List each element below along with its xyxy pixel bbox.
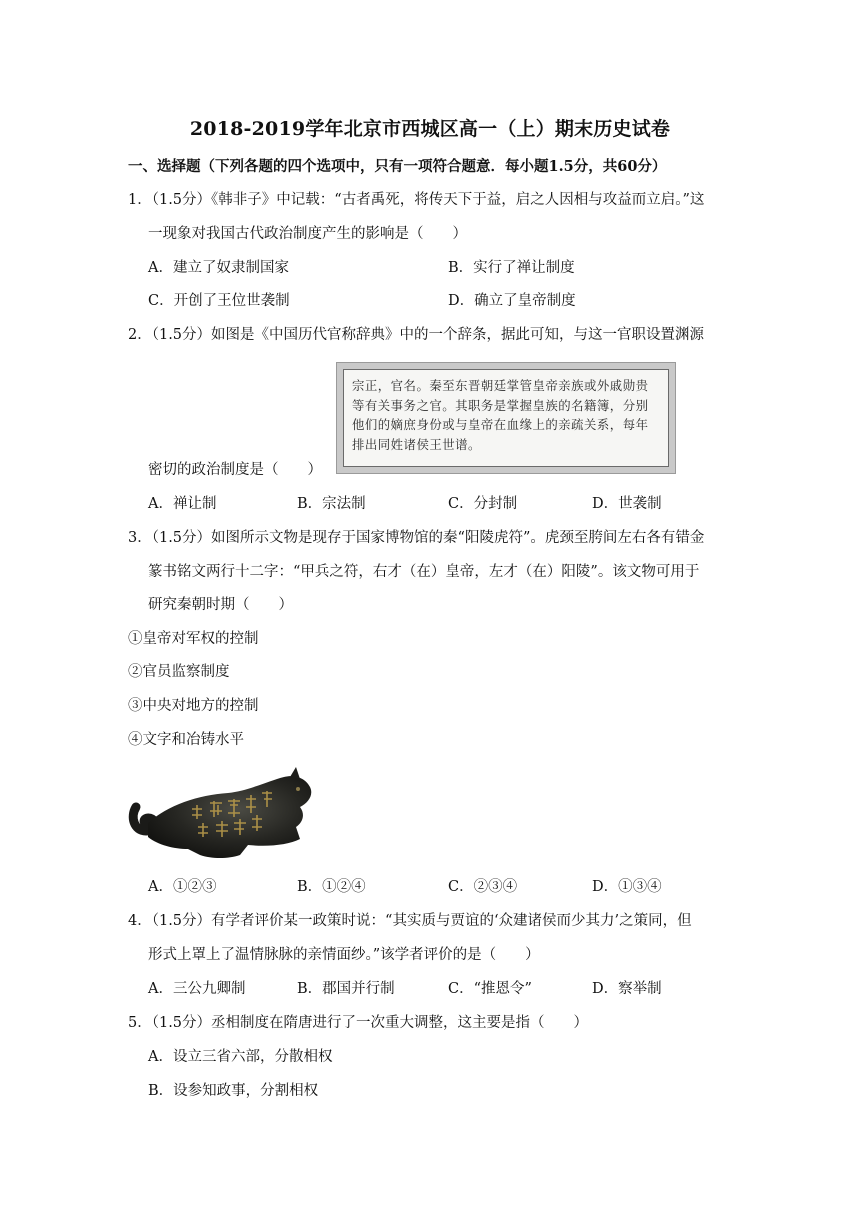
question-3-option-a[interactable]: A．①②③ — [148, 879, 217, 895]
page-title: 2018-2019学年北京市西城区高一（上）期末历史试卷 — [189, 118, 671, 140]
question-3-item-1: ①皇帝对军权的控制 — [128, 631, 259, 647]
question-3-item-4: ④文字和冶铸水平 — [128, 732, 244, 748]
tiger-tally-image — [128, 765, 320, 865]
question-5-option-b[interactable]: B．设参知政事，分割相权 — [148, 1083, 319, 1099]
question-1-line-1: 1．（1.5分）《韩非子》中记载：“古者禹死，将传天下于益，启之人因相与攻益而立启。”这 — [128, 192, 705, 208]
question-3-item-3: ③中央对地方的控制 — [128, 698, 259, 714]
question-3-option-d[interactable]: D．①③④ — [592, 879, 662, 895]
question-1-option-d[interactable]: D．确立了皇帝制度 — [448, 293, 576, 309]
question-3-line-2: 篆书铭文两行十二字：“甲兵之符，右才（在）皇帝，左才（在）阳陵”。该文物可用于 — [148, 564, 700, 580]
question-5-line-1: 5．（1.5分）丞相制度在隋唐进行了一次重大调整，这主要是指（ ） — [128, 1015, 589, 1031]
question-2-line-2: 密切的政治制度是（ ） — [148, 462, 322, 478]
question-2-option-a[interactable]: A．禅让制 — [148, 496, 217, 512]
question-1-line-2: 一现象对我国古代政治制度产生的影响是（ ） — [148, 226, 467, 242]
dictionary-entry-text: 宗正，官名。秦至东晋朝廷掌管皇帝亲族或外戚勋贵等有关事务之官。其职务是掌握皇族的名籍簿，分别他们的嫡庶身份或与皇帝在血缘上的亲疏关系，每年排出同姓诸侯王世谱。 — [343, 369, 669, 467]
section-heading: 一、选择题（下列各题的四个选项中，只有一项符合题意．每小题1.5分，共60分） — [128, 158, 667, 175]
question-3-line-3: 研究秦朝时期（ ） — [148, 597, 293, 613]
question-3-option-c[interactable]: C．②③④ — [448, 879, 518, 895]
question-1-option-c[interactable]: C．开创了王位世袭制 — [148, 293, 290, 309]
question-4-line-1: 4．（1.5分）有学者评价某一政策时说：“其实质与贾谊的‘众建诸侯而少其力’之策同，但 — [128, 913, 692, 929]
question-5-option-a[interactable]: A．设立三省六部，分散相权 — [148, 1049, 333, 1065]
question-1-option-b[interactable]: B．实行了禅让制度 — [448, 260, 575, 276]
question-2-option-d[interactable]: D．世袭制 — [592, 496, 662, 512]
question-3-item-2: ②官员监察制度 — [128, 664, 230, 680]
question-4-option-b[interactable]: B．郡国并行制 — [297, 981, 395, 997]
question-4-line-2: 形式上罩上了温情脉脉的亲情面纱。”该学者评价的是（ ） — [148, 947, 540, 963]
question-2-option-c[interactable]: C．分封制 — [448, 496, 518, 512]
question-4-option-d[interactable]: D．察举制 — [592, 981, 662, 997]
question-1-option-a[interactable]: A．建立了奴隶制国家 — [148, 260, 289, 276]
question-2-option-b[interactable]: B．宗法制 — [297, 496, 366, 512]
question-2-line-1: 2．（1.5分）如图是《中国历代官称辞典》中的一个辞条，据此可知，与这一官职设置渊源 — [128, 327, 705, 343]
question-3-option-b[interactable]: B．①②④ — [297, 879, 366, 895]
dictionary-entry-image — [336, 362, 676, 474]
question-4-option-c[interactable]: C．“推恩令” — [448, 981, 532, 997]
question-3-line-1: 3．（1.5分）如图所示文物是现存于国家博物馆的秦“阳陵虎符”。虎颈至胯间左右各有错金 — [128, 530, 705, 546]
question-4-option-a[interactable]: A．三公九卿制 — [148, 981, 246, 997]
